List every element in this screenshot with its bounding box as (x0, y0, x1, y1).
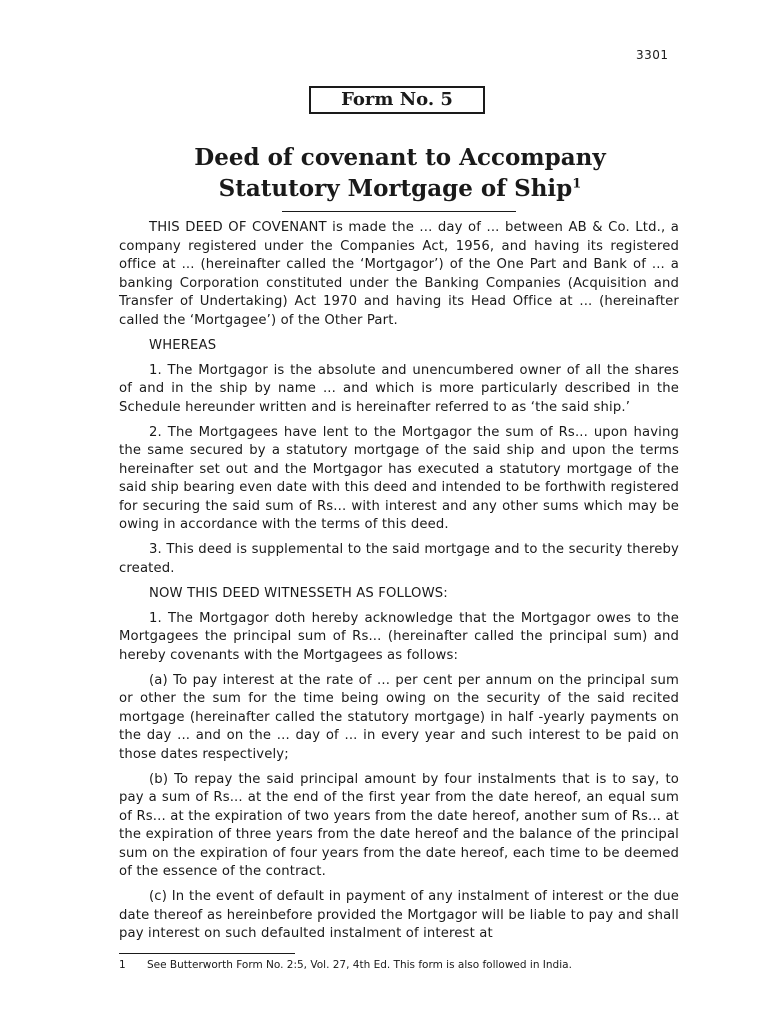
document-title (120, 142, 680, 204)
footnote (119, 958, 684, 972)
form-number-box: Form No. 5 (309, 86, 485, 114)
clause-1a: (a) To pay interest at the rate of ... per cent per annum on the principal sum or other the sum for the time being owing on the security of the said recited mortgage (hereinafter called the statutory mortgage) in half -yearly payments on the day ... and on the ... day of ... in every year and such interest to be paid on those dates respectively; (119, 672, 679, 762)
footnote-number: 1 (119, 959, 126, 971)
clause-1c: (c) In the event of default in payment of any instalment of interest or the due date thereof as hereinbefore provided the Mortgagor will be liable to pay and shall pay interest on such defaulted instalment of interest at (119, 889, 679, 941)
recital-2: 2. The Mortgagees have lent to the Mortgagor the sum of Rs... upon having the same secured by a statutory mortgage of the said ship and upon the terms hereinafter set out and the Mortgagor has executed a statutory mortgage of the said ship bearing even date with this deed and intended to be forthwith registered for securing the said sum of Rs... with interest and any other sums which may be owing in accordance with the terms of this deed. (119, 424, 679, 532)
recital-3: 3. This deed is supplemental to the said mortgage and to the security thereby created. (119, 542, 679, 576)
whereas-heading: WHEREAS (149, 337, 217, 353)
deed-body (119, 219, 679, 950)
clause-1: 1. The Mortgagor doth hereby acknowledge that the Mortgagor owes to the Mortgagees the principal sum of Rs... (hereinafter called the principal sum) and hereby covenants with the Mortgagees as follows: (119, 610, 679, 663)
title-divider (282, 211, 516, 212)
footnote-divider (119, 953, 295, 954)
witnesseth-heading: NOW THIS DEED WITNESSETH AS FOLLOWS: (149, 585, 448, 601)
page-number: 3301 (636, 48, 669, 62)
preamble-paragraph: THIS DEED OF COVENANT is made the ... day of ... between AB & Co. Ltd., a company registered under the Companies Act, 1956, and having its registered office at ... (hereinafter called the ‘Mortgagor’) of the One Part and Bank of ... a banking Corporation constituted under the Banking Companies (Acquisition and Transfer of Undertaking) Act 1970 and having its Head Office at ... (hereinafter called the ‘Mortgagee’) of the Other Part. (119, 220, 679, 328)
clause-1b: (b) To repay the said principal amount by four instalments that is to say, to pay a sum of Rs... at the end of the first year from the date hereof, an equal sum of Rs... at the expiration of two years from the date hereof, another sum of Rs... at the expiration of three years from the date hereof and the balance of the principal sum on the expiration of four years from the date hereof, each time to be deemed of the essence of the contract. (119, 771, 679, 879)
title-line-2: Statutory Mortgage of Ship (218, 175, 573, 202)
title-line-1: Deed of covenant to Accompany (194, 144, 606, 171)
title-footnote-ref: 1 (572, 176, 582, 192)
recital-1: 1. The Mortgagor is the absolute and unencumbered owner of all the shares of and in the ship by name ... and which is more particularly described in the Schedule hereunder written and is hereinafter referred to as ‘the said ship.’ (119, 362, 679, 415)
footnote-text: See Butterworth Form No. 2:5, Vol. 27, 4th Ed. This form is also followed in India. (147, 959, 572, 971)
